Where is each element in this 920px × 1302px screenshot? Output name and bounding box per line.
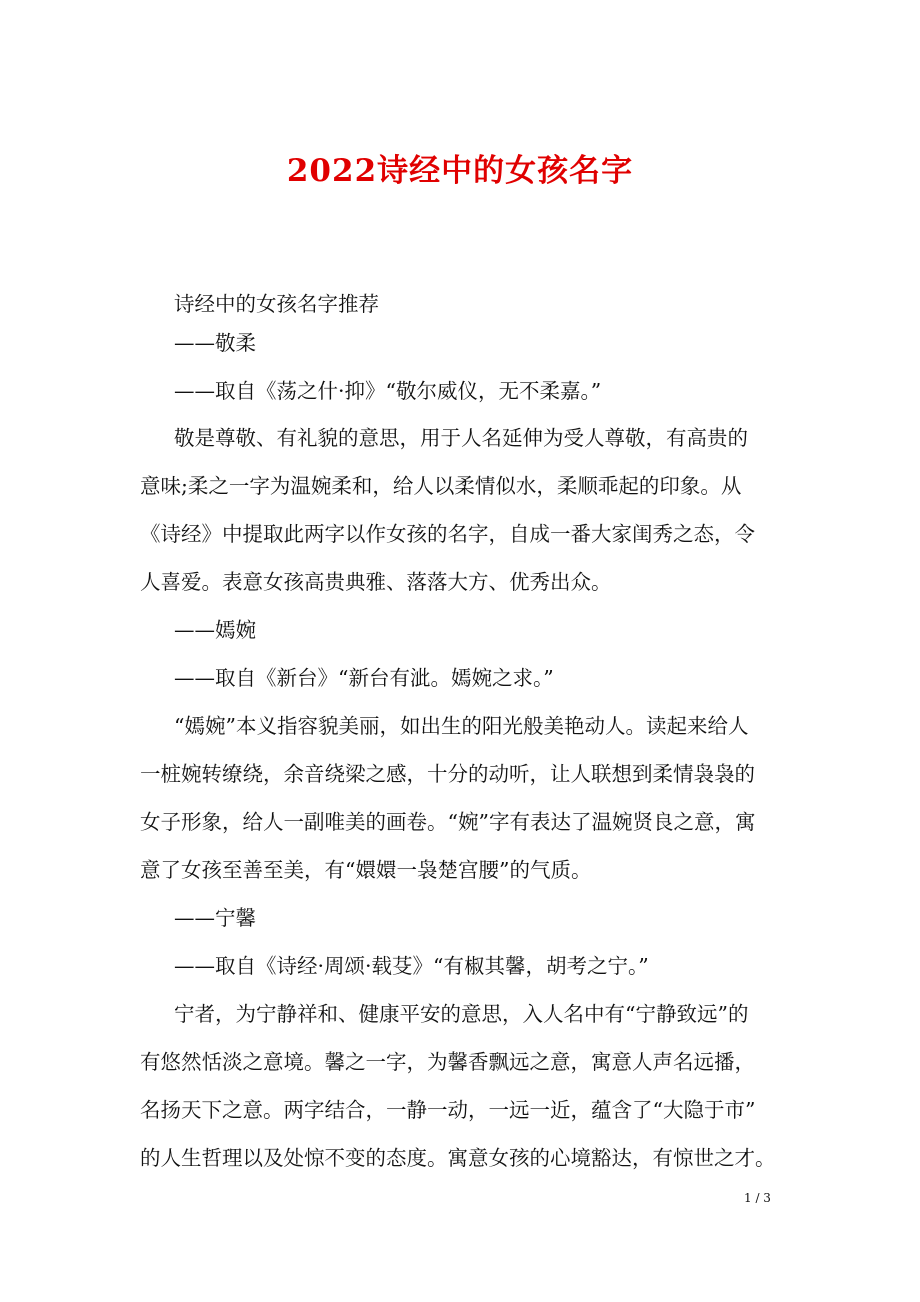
body-line: 诗经中的女孩名字推荐 (174, 292, 379, 316)
body-line: 一桩婉转缭绕，余音绕梁之感，十分的动听，让人联想到柔情袅袅的 (140, 762, 755, 786)
body-line: 名扬天下之意。两字结合，一静一动，一远一近，蕴含了“大隐于市” (140, 1098, 756, 1122)
body-line: 宁者，为宁静祥和、健康平安的意思，入人名中有“宁静致远”的 (174, 1002, 749, 1026)
body-line: ——敬柔 (174, 331, 256, 355)
body-line: ——嫣婉 (174, 618, 256, 642)
body-line: 的人生哲理以及处惊不变的态度。寓意女孩的心境豁达，有惊世之才。 (140, 1146, 776, 1170)
body-line: ——取自《新台》“新台有泚。嫣婉之求。” (174, 666, 554, 690)
body-line: ——取自《诗经·周颂·载芟》“有椒其馨，胡考之宁。” (174, 954, 649, 978)
body-line: 《诗经》中提取此两字以作女孩的名字，自成一番大家闺秀之态，令 (140, 522, 755, 546)
body-line: 人喜爱。表意女孩高贵典雅、落落大方、优秀出众。 (140, 570, 612, 594)
body-line: ——宁馨 (174, 906, 256, 930)
body-line: ——取自《荡之什·抑》“敬尔威仪，无不柔嘉。” (174, 379, 602, 403)
body-line: “嫣婉”本义指容貌美丽，如出生的阳光般美艳动人。读起来给人 (174, 714, 749, 738)
body-line: 有悠然恬淡之意境。馨之一字，为馨香飘远之意，寓意人声名远播， (140, 1050, 755, 1074)
body-line: 意味;柔之一字为温婉柔和，给人以柔情似水，柔顺乖起的印象。从 (140, 474, 742, 498)
body-line: 意了女孩至善至美，有“嬛嬛一袅楚宫腰”的气质。 (140, 858, 592, 882)
page-number: 1 / 3 (744, 1191, 771, 1205)
body-line: 女子形象，给人一副唯美的画卷。“婉”字有表达了温婉贤良之意，寓 (140, 810, 756, 834)
body-line: 敬是尊敬、有礼貌的意思，用于人名延伸为受人尊敬，有高贵的 (174, 426, 748, 450)
document-title: 2022诗经中的女孩名字 (286, 153, 634, 189)
